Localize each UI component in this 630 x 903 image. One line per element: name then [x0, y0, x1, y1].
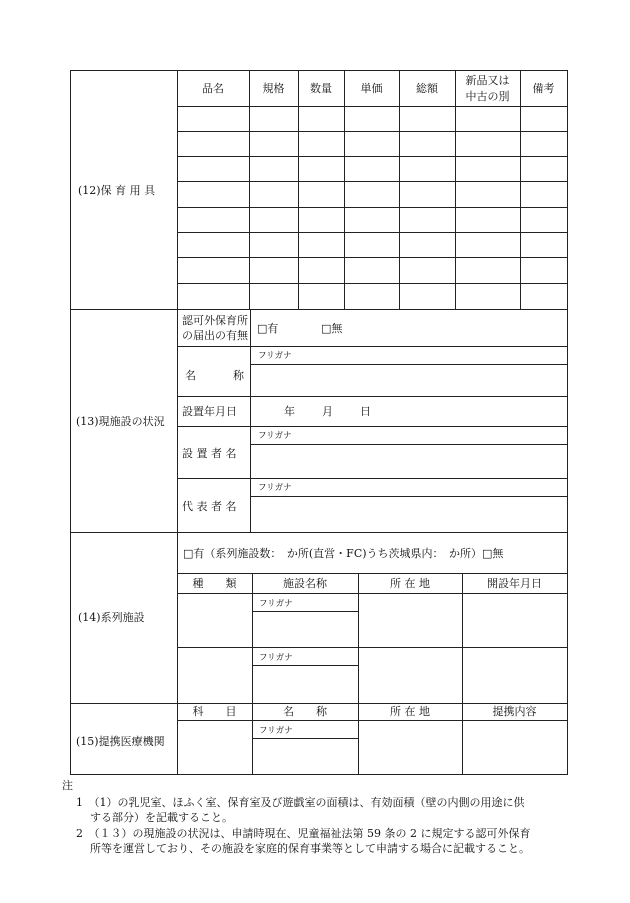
section-divider-12-13 — [70, 309, 568, 310]
sec14-label: (14)系列施設 — [78, 611, 145, 624]
header-sogaku: 総額 — [416, 82, 438, 95]
sec15-label: (15)提携医療機関 — [76, 735, 165, 748]
section-divider-13-14 — [70, 532, 568, 533]
header-shinpin-line2: 中古の別 — [465, 90, 510, 103]
sec12-col-line — [520, 70, 521, 309]
sec12-row-line — [177, 207, 567, 208]
sec14-header-facility-name: 施設名称 — [283, 577, 327, 590]
furigana-label: フリガナ — [259, 599, 293, 609]
section-divider-14-15 — [70, 703, 568, 704]
setup-date-day: 日 — [360, 405, 371, 418]
sec14-col-line — [462, 573, 463, 703]
sec12-row-line — [177, 181, 567, 182]
furigana-label: フリガナ — [259, 653, 293, 663]
sec14-header-location: 所 在 地 — [390, 577, 430, 590]
sec14-yes-no-line[interactable]: □有（系列施設数： か所(直営・FC)うち茨城県内： か所）□無 — [183, 547, 504, 560]
sec14-header-bottom — [177, 593, 567, 594]
header-tanka: 単価 — [360, 82, 383, 95]
sec15-furigana-line — [252, 738, 358, 739]
sec14-header-open-date: 開設年月日 — [487, 577, 542, 590]
notes-title: 注 — [62, 779, 73, 792]
sec12-col-line — [298, 70, 299, 309]
header-suryo: 数量 — [310, 82, 332, 95]
setup-date-label: 設置年月日 — [182, 405, 237, 418]
sec12-col-line — [399, 70, 400, 309]
frame-top — [70, 70, 568, 71]
sec13-label: (13)現施設の状況 — [76, 415, 165, 428]
sec14-furigana-line — [252, 665, 358, 666]
name-label: 名 — [185, 369, 196, 382]
sec13-line-after-todoke — [177, 346, 567, 347]
sec12-row-line — [177, 156, 567, 157]
note-2-line2: 所等を運営しており、その施設を家庭的保育事業等として申請する場合に記載すること。 — [90, 842, 530, 855]
header-biko: 備考 — [532, 82, 555, 95]
sec14-furigana-line — [252, 611, 358, 612]
sec12-row-line — [177, 283, 567, 284]
note-1-line2: する部分）を記載すること。 — [90, 811, 233, 824]
label-column-divider — [177, 70, 178, 775]
header-shinpin-line1: 新品又は — [465, 74, 510, 87]
sec15-header-partnership: 提携内容 — [492, 705, 537, 718]
sec15-header-location: 所 在 地 — [390, 705, 430, 718]
todoke-option-no[interactable]: □無 — [321, 322, 343, 335]
furigana-label: フリガナ — [258, 431, 292, 441]
sec13-line-after-date — [177, 426, 567, 427]
furigana-label: フリガナ — [258, 351, 292, 361]
sec12-row-line — [177, 232, 567, 233]
todoke-label-line2: の届出の有無 — [182, 329, 248, 342]
sec14-line-after-yesno — [177, 573, 567, 574]
sec14-row-line — [177, 647, 567, 648]
sec13-sub-divider — [250, 309, 251, 532]
sec13-furigana-line — [250, 496, 567, 497]
sec15-header-subject: 科 目 — [192, 705, 237, 718]
sec12-col-line — [249, 70, 250, 309]
header-hinmei: 品名 — [202, 82, 224, 95]
note-2-line1: 2 （１３）の現施設の状況は、申請時現在、児童福祉法第 59 条の 2 に規定する認可外保育 — [76, 827, 531, 840]
sec15-header-bottom — [177, 720, 567, 721]
sec13-line-after-name — [177, 396, 567, 397]
setup-date-month: 月 — [322, 405, 333, 418]
sec15-header-name: 名 称 — [283, 705, 327, 718]
sec12-col-line — [344, 70, 345, 309]
sec12-header-bottom — [177, 106, 567, 107]
name-label-2: 称 — [233, 369, 244, 382]
frame-right — [567, 70, 568, 775]
sec13-furigana-line — [250, 364, 567, 365]
representative-label: 代 表 者 名 — [182, 500, 237, 513]
frame-left — [70, 70, 71, 775]
frame-bottom — [70, 774, 568, 775]
sec14-header-type: 種 類 — [192, 577, 237, 590]
sec12-row-line — [177, 131, 567, 132]
note-1-line1: 1 （1）の乳児室、ほふく室、保育室及び遊戯室の面積は、有効面積（壁の内側の用途に供 — [76, 796, 525, 809]
sec12-label: (12)保 育 用 具 — [78, 184, 156, 197]
todoke-option-yes[interactable]: □有 — [257, 322, 279, 335]
furigana-label: フリガナ — [259, 726, 293, 736]
furigana-label: フリガナ — [258, 483, 292, 493]
sec13-furigana-line — [250, 444, 567, 445]
sec14-col-line — [252, 573, 253, 703]
sec13-line-after-setup-person — [177, 478, 567, 479]
sec12-col-line — [455, 70, 456, 309]
header-kikaku: 規格 — [262, 82, 285, 95]
sec14-col-line — [358, 573, 359, 703]
todoke-label-line1: 認可外保育所 — [182, 314, 248, 327]
setup-person-label: 設 置 者 名 — [182, 447, 237, 460]
sec12-row-line — [177, 257, 567, 258]
setup-date-year: 年 — [284, 405, 295, 418]
